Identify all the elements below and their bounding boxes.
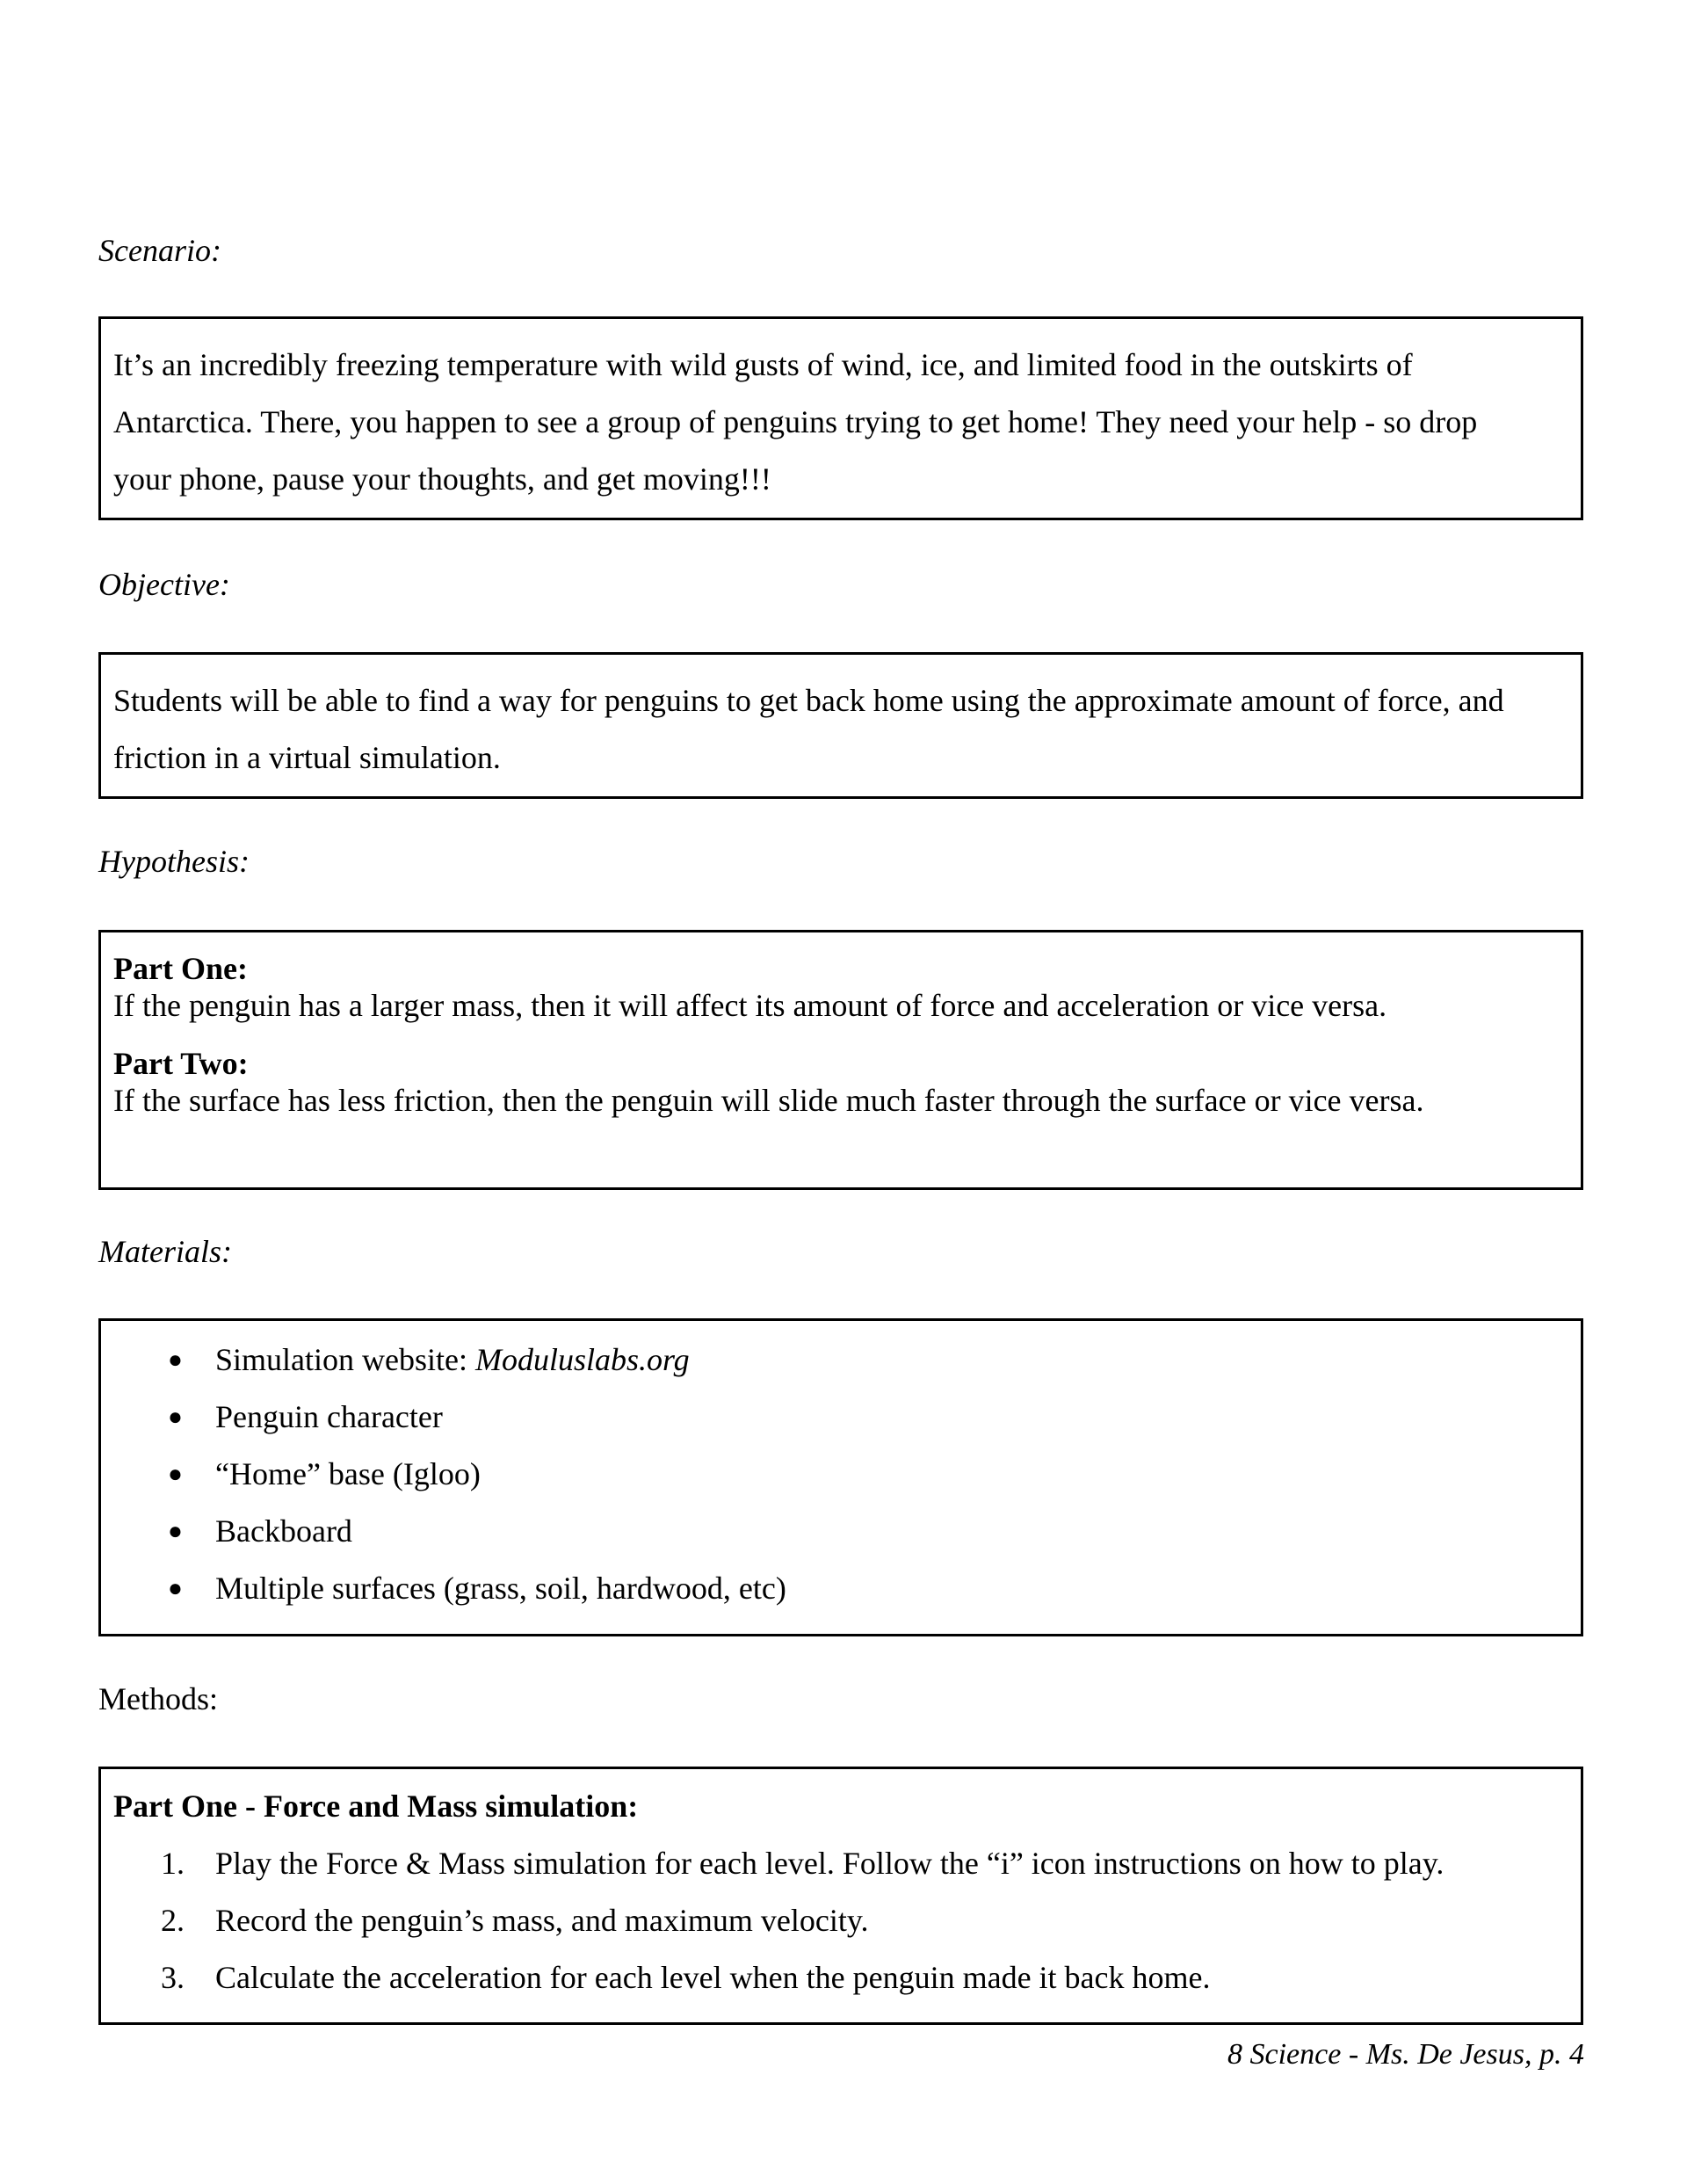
scenario-line: Antarctica. There, you happen to see a group of penguins trying to get home! They need your help - so drop: [113, 404, 1478, 439]
bullet-icon: ●: [168, 1404, 183, 1431]
bullet-icon: ●: [168, 1575, 183, 1602]
methods-heading: Methods:: [98, 1681, 219, 1716]
material-text: “Home” base (Igloo): [215, 1456, 481, 1491]
hypothesis-part-one-label: Part One:: [113, 951, 248, 986]
objective-box: [98, 652, 1583, 799]
list-item: [113, 1389, 1568, 1446]
list-item: [113, 1560, 1568, 1617]
list-item: [113, 1949, 1568, 2006]
step-number: 2.: [161, 1903, 185, 1938]
materials-box: [98, 1318, 1583, 1636]
hypothesis-part-one-text: If the penguin has a larger mass, then it will affect its amount of force and acceleration or vice versa.: [113, 988, 1387, 1023]
material-text: Backboard: [215, 1513, 352, 1549]
objective-heading: Objective:: [98, 567, 230, 602]
materials-list: [113, 1331, 1568, 1617]
hypothesis-box: [98, 930, 1583, 1190]
bullet-icon: ●: [168, 1461, 183, 1488]
list-item: [113, 1892, 1568, 1949]
scenario-line: It’s an incredibly freezing temperature with wild gusts of wind, ice, and limited food in the outskirts of: [113, 347, 1413, 382]
list-item: [113, 1331, 1568, 1389]
material-text: Simulation website:: [215, 1342, 475, 1377]
material-text: Penguin character: [215, 1399, 443, 1434]
step-text: Play the Force & Mass simulation for each level. Follow the “i” icon instructions on how to play.: [215, 1846, 1444, 1881]
hypothesis-part-two-label: Part Two:: [113, 1046, 249, 1081]
scenario-line: your phone, pause your thoughts, and get moving!!!: [113, 461, 771, 497]
materials-heading: Materials:: [98, 1234, 232, 1269]
hypothesis-part-one: [113, 950, 1568, 1024]
page-footer: 8 Science - Ms. De Jesus, p. 4: [1227, 2038, 1584, 2071]
list-item: [113, 1835, 1568, 1892]
material-text: Multiple surfaces (grass, soil, hardwood, etc): [215, 1571, 786, 1606]
list-item: [113, 1503, 1568, 1560]
scenario-box: [98, 316, 1583, 520]
step-number: 3.: [161, 1960, 185, 1995]
methods-box: [98, 1767, 1583, 2025]
methods-part-one-title: Part One - Force and Mass simulation:: [113, 1789, 639, 1824]
methods-steps: [113, 1835, 1568, 2006]
scenario-heading: Scenario:: [98, 233, 221, 268]
hypothesis-heading: Hypothesis:: [98, 844, 250, 879]
step-text: Record the penguin’s mass, and maximum velocity.: [215, 1903, 869, 1938]
material-website: Moduluslabs.org: [474, 1342, 690, 1377]
bullet-icon: ●: [168, 1346, 183, 1374]
step-number: 1.: [161, 1846, 185, 1881]
hypothesis-part-two-text: If the surface has less friction, then the penguin will slide much faster through the surface or vice versa.: [113, 1083, 1424, 1118]
list-item: [113, 1446, 1568, 1503]
step-text: Calculate the acceleration for each level when the penguin made it back home.: [215, 1960, 1211, 1995]
hypothesis-part-two: [113, 1045, 1568, 1119]
objective-line: friction in a virtual simulation.: [113, 740, 501, 775]
bullet-icon: ●: [168, 1518, 183, 1545]
objective-line: Students will be able to find a way for penguins to get back home using the approximate amount of force, and: [113, 683, 1504, 718]
